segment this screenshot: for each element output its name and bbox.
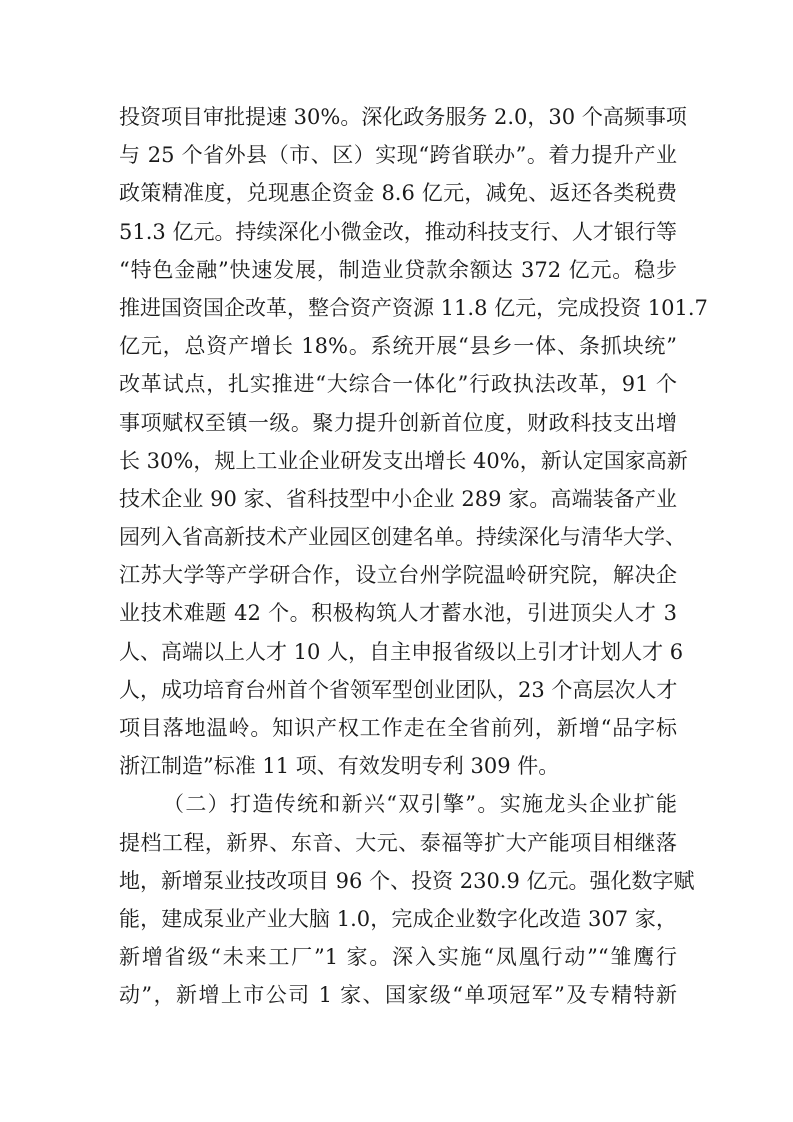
text-line: 动”，新增上市公司 1 家、国家级“单项冠军”及专精特新 [119, 983, 677, 1008]
text-line: 项目落地温岭。知识产权工作走在全省前列，新增“品字标 [119, 716, 677, 740]
text-line: 江苏大学等产学研合作，设立台州学院温岭研究院，解决企 [119, 563, 677, 588]
text-line: 提档工程，新界、东音、大元、泰福等扩大产能项目相继落 [119, 830, 677, 855]
document-page [119, 98, 708, 1015]
text-line: （二）打造传统和新兴“双引擎”。实施龙头企业扩能 [163, 792, 677, 817]
text-line: 园列入省高新技术产业园区创建名单。持续深化与清华大学、 [119, 525, 686, 550]
paragraph [119, 98, 708, 785]
text-line: 浙江制造”标准 11 项、有效发明专利 309 件。 [119, 754, 560, 779]
text-line: 推进国资国企改革，整合资产资源 11.8 亿元，完成投资 101.7 [119, 295, 708, 320]
text-line: 新增省级“未来工厂”1 家。深入实施“凤凰行动”“雏鹰行 [119, 945, 677, 970]
text-line: 亿元，总资产增长 18%。系统开展“县乡一体、条抓块统” [119, 334, 677, 359]
text-line: 事项赋权至镇一级。聚力提升创新首位度，财政科技支出增 [119, 410, 677, 435]
text-line: “特色金融”快速发展，制造业贷款余额达 372 亿元。稳步 [119, 257, 677, 282]
text-line: 业技术难题 42 个。积极构筑人才蓄水池，引进顶尖人才 3 [119, 601, 677, 626]
paragraph [119, 785, 695, 1014]
text-line: 人，成功培育台州首个省领军型创业团队，23 个高层次人才 [119, 677, 678, 702]
text-line: 能，建成泵业产业大脑 1.0，完成企业数字化改造 307 家， [119, 906, 677, 931]
text-line: 投资项目审批提速 30%。深化政务服务 2.0，30 个高频事项 [119, 105, 687, 129]
text-line: 51.3 亿元。持续深化小微金改，推动科技支行、人才银行等 [119, 219, 677, 244]
text-line: 长 30%，规上工业企业研发支出增长 40%，新认定国家高新 [119, 448, 688, 473]
text-line: 地，新增泵业技改项目 96 个、投资 230.9 亿元。强化数字赋 [119, 868, 695, 893]
text-line: 改革试点，扎实推进“大综合一体化”行政执法改革，91 个 [119, 372, 677, 397]
text-line: 政策精准度，兑现惠企资金 8.6 亿元，减免、返还各类税费 [119, 181, 677, 206]
text-line: 人、高端以上人才 10 人，自主申报省级以上引才计划人才 6 [119, 639, 684, 664]
text-line: 与 25 个省外县（市、区）实现“跨省联办”。着力提升产业 [119, 143, 677, 168]
text-line: 技术企业 90 家、省科技型中小企业 289 家。高端装备产业 [119, 486, 677, 511]
